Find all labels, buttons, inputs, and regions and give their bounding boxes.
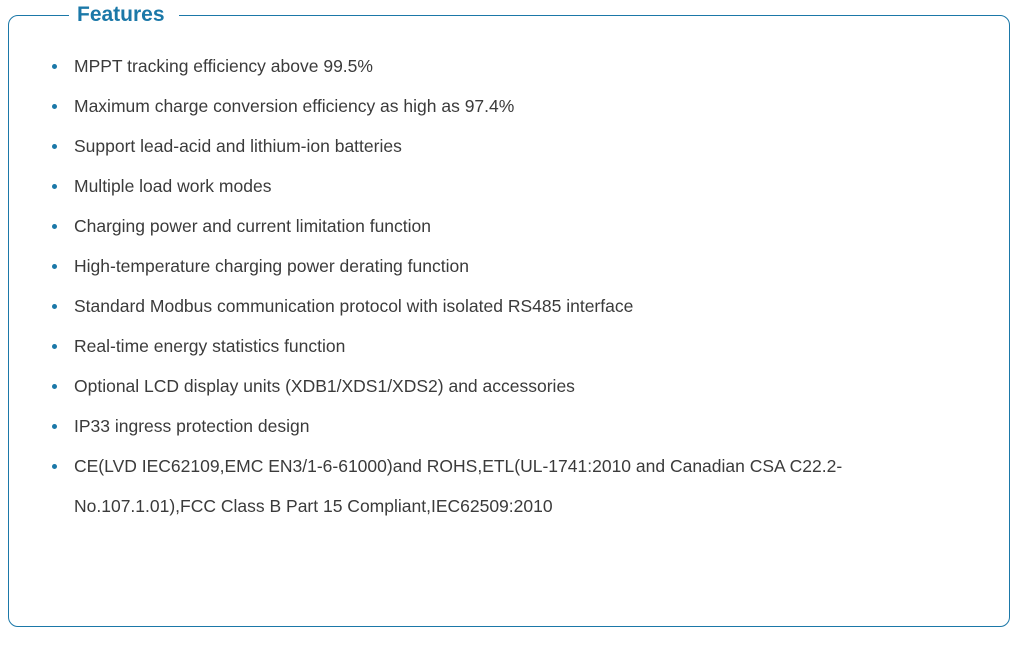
bullet-icon bbox=[52, 304, 57, 309]
bullet-icon bbox=[52, 264, 57, 269]
feature-text: Maximum charge conversion efficiency as high as 97.4% bbox=[74, 96, 515, 116]
feature-item bbox=[52, 126, 969, 166]
feature-text: Support lead-acid and lithium-ion batteries bbox=[74, 136, 402, 156]
bullet-icon bbox=[52, 224, 57, 229]
feature-text: Multiple load work modes bbox=[74, 176, 272, 196]
feature-text: Optional LCD display units (XDB1/XDS1/XDS2) and accessories bbox=[74, 376, 575, 396]
bullet-icon bbox=[52, 64, 57, 69]
feature-text: MPPT tracking efficiency above 99.5% bbox=[74, 56, 373, 76]
feature-text: CE(LVD IEC62109,EMC EN3/1-6-61000)and ROHS,ETL(UL-1741:2010 and Canadian CSA C22.2-No.107.1.01),FCC Class B Part 15 Compliant,IEC62509:2010 bbox=[74, 456, 843, 516]
feature-item bbox=[52, 46, 969, 86]
feature-item bbox=[52, 366, 969, 406]
bullet-icon bbox=[52, 104, 57, 109]
feature-item bbox=[52, 166, 969, 206]
features-panel bbox=[8, 3, 1010, 627]
features-title: Features bbox=[69, 2, 179, 28]
bullet-icon bbox=[52, 184, 57, 189]
feature-text: High-temperature charging power derating function bbox=[74, 256, 469, 276]
feature-item bbox=[52, 246, 969, 286]
feature-item bbox=[52, 206, 969, 246]
features-list bbox=[52, 46, 969, 526]
bullet-icon bbox=[52, 144, 57, 149]
bullet-icon bbox=[52, 424, 57, 429]
feature-item bbox=[52, 406, 969, 446]
bullet-icon bbox=[52, 464, 57, 469]
feature-text: IP33 ingress protection design bbox=[74, 416, 310, 436]
feature-text: Charging power and current limitation function bbox=[74, 216, 431, 236]
feature-item bbox=[52, 326, 969, 366]
feature-item bbox=[52, 286, 969, 326]
feature-item bbox=[52, 86, 969, 126]
feature-item bbox=[52, 446, 969, 526]
bullet-icon bbox=[52, 344, 57, 349]
bullet-icon bbox=[52, 384, 57, 389]
feature-text: Real-time energy statistics function bbox=[74, 336, 346, 356]
feature-text: Standard Modbus communication protocol with isolated RS485 interface bbox=[74, 296, 634, 316]
